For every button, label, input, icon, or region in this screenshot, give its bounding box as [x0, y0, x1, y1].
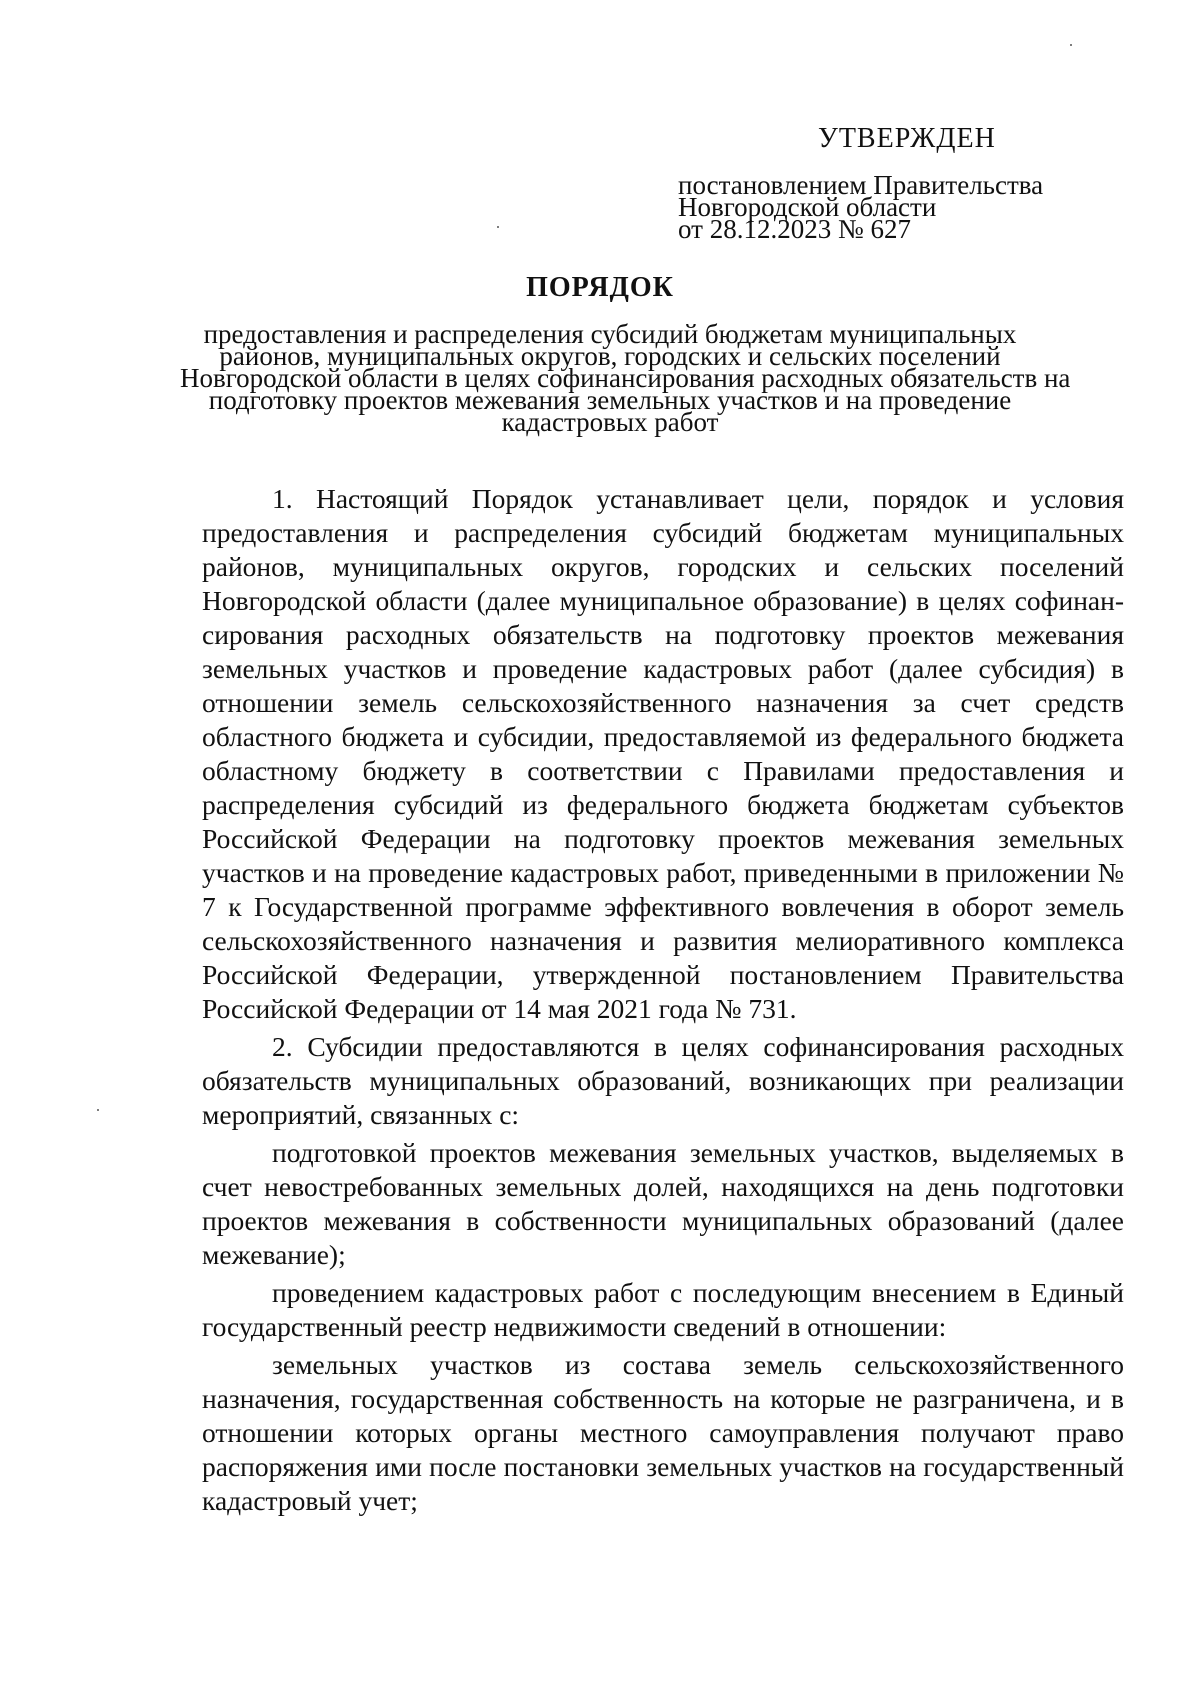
document-subtitle [180, 319, 1071, 437]
subtitle-line: подготовку проектов межевания земельных участков и на проведение [208, 385, 1012, 415]
scan-speck [97, 1109, 99, 1111]
approval-block [678, 122, 1138, 244]
subtitle-line: кадастровых работ [501, 407, 719, 437]
document-body [202, 482, 1124, 1522]
paragraph: подготовкой проектов межевания земельных участков, выделяемых в счет невостребованных земельных долей, находящихся на день подготовки проектов межевания в собственности муниципальных образований (далее межевание); [202, 1137, 1124, 1270]
approval-line: от 28.12.2023 № 627 [678, 214, 911, 244]
approval-line: Новгородской области [678, 192, 937, 222]
approval-line: постановлением Правительства [678, 170, 1044, 200]
paragraph: 1. Настоящий Порядок устанавливает цели, порядок и условия предоставления и распределения субсидий бюджетам муниципальных районов, муниципальных округов, городских и сельских поселений Новгородской области (далее муниципальное образование) в целях софинан-сирования расходных обязательств на подготовку проектов межевания земельных участков и проведение кадастровых работ (далее субсидия) в отношении земель сельскохозяйственного назначения за счет средств областного бюджета и субсидии, предоставляемой из федерального бюджета областному бюджету в соответствии с Правилами предоставления и распределения субсидий из федерального бюджета бюджетам субъектов Российской Федерации на подготовку проектов межевания земельных участков и на проведение кадастровых работ, приведенными в приложении № 7 к Государственной программе эффективного вовлечения в оборот земель сельскохозяйственного назначения и развития мелиоративного комплекса Российской Федерации, утвержденной постановлением Правительства Российской Федерации от 14 мая 2021 года № 731. [202, 483, 1124, 1024]
subtitle-line: районов, муниципальных округов, городских и сельских поселений [219, 341, 1001, 371]
paragraph: проведением кадастровых работ с последующим внесением в Единый государственный реестр недвижимости сведений в отношении: [202, 1277, 1124, 1342]
scan-speck [497, 226, 499, 228]
paragraph: 2. Субсидии предоставляются в целях софинансирования расходных обязательств муниципальных образований, возникающих при реализации мероприятий, связанных с: [202, 1031, 1124, 1130]
subtitle-line: предоставления и распределения субсидий бюджетам муниципальных [203, 319, 1017, 349]
document-title: ПОРЯДОК [526, 272, 674, 303]
scan-speck [1070, 44, 1072, 46]
paragraph: земельных участков из состава земель сельскохозяйственного назначения, государственная собственность на которые не разграничена, и в отношении которых органы местного самоуправления получают право распоряжения ими после постановки земельных участков на государственный кадастровый учет; [202, 1349, 1124, 1516]
subtitle-line: Новгородской области в целях софинансирования расходных обязательств на [180, 363, 1071, 393]
approval-title: УТВЕРЖДЕН [818, 123, 996, 154]
